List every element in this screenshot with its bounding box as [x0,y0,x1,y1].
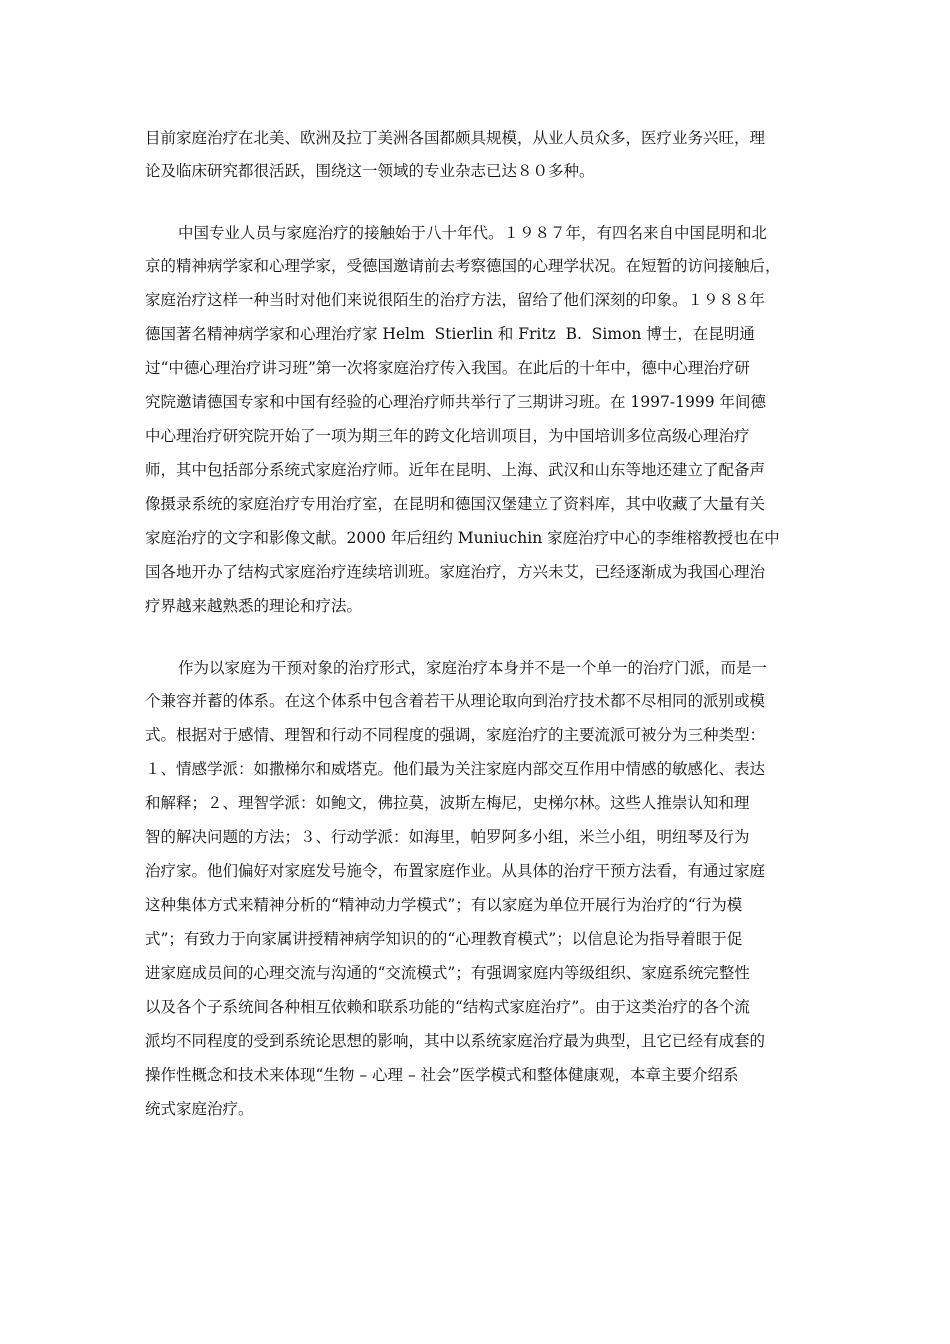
paragraph-2-line-9: 像摄录系统的家庭治疗专用治疗室，在昆明和德国汉堡建立了资料库，其中收藏了大量有关 [145,495,766,513]
paragraph-3-line-3: 式。根据对于感情、理智和行动不同程度的强调，家庭治疗的主要流派可被分为三种类型： [145,726,766,744]
paragraph-3-line-8: 这种集体方式来精神分析的“精神动力学模式”；有以家庭为单位开展行为治疗的“行为模 [145,896,743,914]
paragraph-3-line-10: 进家庭成员间的心理交流与沟通的“交流模式”；有强调家庭内等级组织、家庭系统完整性 [145,964,750,982]
paragraph-2-line-11: 国各地开办了结构式家庭治疗连续培训班。家庭治疗，方兴未艾，已经逐渐成为我国心理治 [145,563,766,581]
paragraph-3-line-7: 治疗家。他们偏好对家庭发号施令，布置家庭作业。从具体的治疗干预方法看，有通过家庭 [145,862,766,880]
paragraph-2-line-10: 家庭治疗的文字和影像文献。2000 年后纽约 Muniuchin 家庭治疗中心的李维榕教授也在中 [145,529,780,547]
paragraph-2-line-8: 师，其中包括部分系统式家庭治疗师。近年在昆明、上海、武汉和山东等地还建立了配备声 [145,461,766,479]
paragraph-3-line-1: 作为以家庭为干预对象的治疗形式，家庭治疗本身并不是一个单一的治疗门派，而是一 [178,659,768,677]
paragraph-3-line-6: 智的解决问题的方法；３、行动学派：如海里，帕罗阿多小组，米兰小组，明纽琴及行为 [145,828,750,846]
paragraph-3-line-2: 个兼容并蓄的体系。在这个体系中包含着若干从理论取向到治疗技术都不尽相同的派别或模 [145,692,766,710]
paragraph-2-line-12: 疗界越来越熟悉的理论和疗法。 [145,597,363,615]
paragraph-1-line-2: 论及临床研究都很活跃，围绕这一领域的专业杂志已达８０多种。 [145,162,595,180]
paragraph-3-line-9: 式”；有致力于向家属讲授精神病学知识的的“心理教育模式”；以信息论为指导着眼于促 [145,930,743,948]
paragraph-2-line-1: 中国专业人员与家庭治疗的接触始于八十年代。１９８７年，有四名来自中国昆明和北 [178,224,768,242]
paragraph-2-line-7: 中心理治疗研究院开始了一项为期三年的跨文化培训项目，为中国培训多位高级心理治疗 [145,427,750,445]
paragraph-2-line-3: 家庭治疗这样一种当时对他们来说很陌生的治疗方法，留给了他们深刻的印象。１９８８年 [145,291,766,309]
paragraph-3-line-14: 统式家庭治疗。 [145,1100,254,1118]
paragraph-2-line-6: 究院邀请德国专家和中国有经验的心理治疗师共举行了三期讲习班。在 1997-1999 年间德 [145,393,766,411]
paragraph-2-line-4: 德国著名精神病学家和心理治疗家 Helm Stierlin 和 Fritz B. Simon 博士，在昆明通 [145,325,755,343]
paragraph-2-line-2: 京的精神病学家和心理学家，受德国邀请前去考察德国的心理学状况。在短暂的访问接触后， [145,257,781,275]
paragraph-3-line-5: 和解释；２、理智学派：如鲍文，佛拉莫，波斯左梅尼，史梯尔林。这些人推崇认知和理 [145,794,750,812]
paragraph-3-line-4: １、情感学派：如撒梯尔和威塔克。他们最为关注家庭内部交互作用中情感的敏感化、表达 [145,760,766,778]
paragraph-1-line-1: 目前家庭治疗在北美、欧洲及拉丁美洲各国都颇具规模，从业人员众多，医疗业务兴旺，理 [145,129,766,147]
paragraph-3-line-12: 派均不同程度的受到系统论思想的影响，其中以系统家庭治疗最为典型，且它已经有成套的 [145,1032,766,1050]
paragraph-2-line-5: 过“中德心理治疗讲习班”第一次将家庭治疗传入我国。在此后的十年中，德中心理治疗研 [145,359,750,377]
paragraph-3-line-13: 操作性概念和技术来体现“生物 – 心理 – 社会”医学模式和整体健康观，本章主要介绍系 [145,1066,739,1084]
paragraph-3-line-11: 以及各个子系统间各种相互依赖和联系功能的“结构式家庭治疗”。由于这类治疗的各个流 [145,998,750,1016]
